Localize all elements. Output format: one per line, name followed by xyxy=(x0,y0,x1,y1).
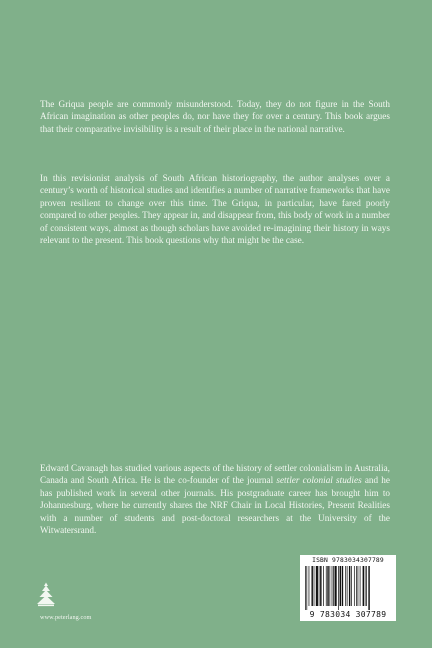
barcode-bar xyxy=(338,566,339,610)
peter-lang-logo-icon xyxy=(36,582,56,608)
barcode-bar xyxy=(329,566,330,606)
barcode-bar xyxy=(309,566,310,606)
barcode-bar xyxy=(351,566,352,606)
barcode-bar xyxy=(342,566,343,606)
barcode-bar xyxy=(327,566,328,606)
barcode-bar xyxy=(326,566,327,606)
barcode-bar xyxy=(354,566,355,606)
barcode-bar xyxy=(365,566,366,606)
barcode-bar xyxy=(332,566,333,606)
blurb-paragraph-2: In this revisionist analysis of South African historiography, the author analyses over a century’s worth of historical studies and identifies a number of narrative frameworks that have proven resilient to change over this time. The Griqua, in particular, have fared poorly compared to other peoples. They appear in, and disappear from, this body of work in a number of consistent ways, almost as though scholars have avoided re-imagining their history in ways relevant to the present. This book questions why that might be the case. xyxy=(40,173,390,246)
barcode-bar xyxy=(316,566,318,606)
barcode-bar xyxy=(311,566,312,606)
isbn-label: ISBN 9783034307789 xyxy=(312,557,384,564)
journal-title: settler colonial studies xyxy=(276,475,362,486)
barcode-bar xyxy=(349,566,350,606)
isbn-digits: 9 783034 307789 xyxy=(309,610,387,619)
barcode-bar xyxy=(345,566,346,606)
barcode-bar xyxy=(360,566,361,606)
publisher-url[interactable]: www.peterlang.com xyxy=(40,614,92,621)
barcode-bar xyxy=(368,566,369,610)
barcode-bars xyxy=(304,566,392,610)
barcode-bar xyxy=(358,566,359,606)
author-bio-text-end: and he has published work in several other journals. His postgraduate career has brought him to Johannesburg, where he currently shares the NRF Chair in Local Histories, Present Realities with a number of students and post-doctoral researchers at the University of the Witwatersrand. xyxy=(40,475,391,536)
barcode-bar xyxy=(314,566,315,606)
barcode-bar xyxy=(366,566,367,606)
barcode-bar xyxy=(356,566,357,606)
barcode-bar xyxy=(319,566,320,606)
author-bio-text-start: Edward Cavanagh has studied various aspects of the history of settler colonialism in Australia, Canada and South Africa. He is the co-founder of the journal xyxy=(40,463,390,486)
barcode-bar xyxy=(320,566,321,606)
barcode-bar xyxy=(335,566,337,606)
barcode-bar xyxy=(363,566,364,606)
barcode-bar xyxy=(347,566,348,606)
blurb-paragraph-1: The Griqua people are commonly misunderstood. Today, they do not figure in the South African imagination as other peoples do, nor have they for over a century. This book argues that their comparative invisibility is a result of their place in the national narrative. xyxy=(40,99,390,134)
barcode-bar xyxy=(305,566,306,610)
isbn-barcode xyxy=(300,555,396,621)
barcode-bar xyxy=(323,566,324,606)
author-bio xyxy=(40,462,390,536)
barcode-bar xyxy=(340,566,341,606)
barcode-bar xyxy=(333,566,334,606)
barcode-bar xyxy=(306,566,307,610)
